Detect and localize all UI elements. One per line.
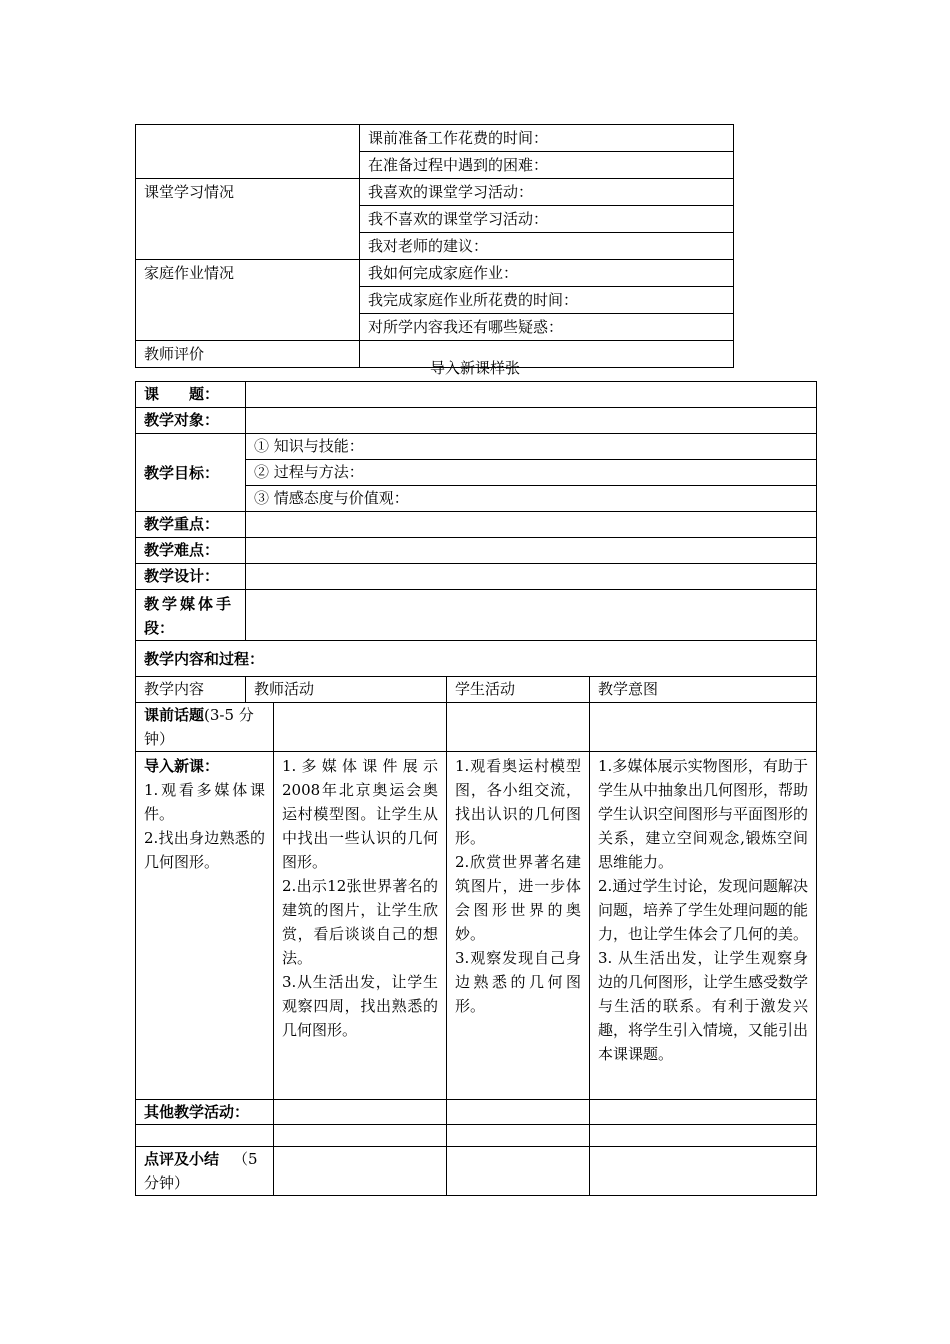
summary-line: 分钟） [144, 1174, 190, 1192]
pre-topic-cell [136, 703, 274, 752]
table-row [136, 538, 817, 564]
row-label: 课 题： [136, 382, 246, 408]
column-header: 教学内容 [136, 677, 246, 703]
column-header: 学生活动 [447, 677, 590, 703]
media-label-line: 段： [144, 619, 175, 637]
table-cell: 我不喜欢的课堂学习活动： [360, 206, 734, 233]
table-cell [274, 1147, 447, 1196]
table-row [136, 434, 817, 460]
topic-value [246, 382, 817, 408]
table-cell: 课堂学习情况 [136, 179, 360, 260]
student-activity-cell [447, 752, 590, 1100]
table-cell [274, 1125, 447, 1147]
table-cell [447, 1100, 590, 1125]
intro-content-line: 1.观看多媒体课件。 [144, 781, 265, 823]
student-activity-item: 3.观察发现自己身边熟悉的几何图形。 [455, 949, 581, 1015]
pre-topic-line [144, 703, 265, 727]
section-caption: 导入新课样张 [429, 359, 520, 377]
table-cell [447, 1147, 590, 1196]
difficulties-value [246, 538, 817, 564]
row-label: 教学目标： [136, 434, 246, 512]
table-cell: 家庭作业情况 [136, 260, 360, 341]
table-cell [590, 1147, 817, 1196]
table-cell [274, 1100, 447, 1125]
intro-title: 导入新课： [144, 757, 220, 775]
goal-item: ② 过程与方法： [246, 460, 817, 486]
table-row [136, 564, 817, 590]
table-cell: 教师评价 [136, 341, 360, 368]
design-value [246, 564, 817, 590]
table-row [136, 512, 817, 538]
row-label [136, 590, 246, 641]
table-cell: 我对老师的建议： [360, 233, 734, 260]
teaching-intent-item: 1.多媒体展示实物图形，有助于学生从中抽象出几何图形，帮助学生认识空间图形与平面图形的关系，建立空间观念,锻炼空间思维能力。 [598, 757, 809, 871]
teacher-activity-item: 2.出示12张世界著名的建筑的图片，让学生欣赏，看后谈谈自己的想法。 [282, 877, 438, 967]
table-cell: 我完成家庭作业所花费的时间： [360, 287, 734, 314]
summary-title: 点评及小结 [144, 1150, 220, 1168]
table-cell: 在准备过程中遇到的困难： [360, 152, 734, 179]
table-cell: 对所学内容我还有哪些疑惑： [360, 314, 734, 341]
intro-content-line: 2.找出身边熟悉的几何图形。 [144, 829, 265, 871]
pre-topic-title: 课前话题 [144, 706, 205, 724]
table-cell [590, 1100, 817, 1125]
table-row [136, 408, 817, 434]
row-label: 教学设计： [136, 564, 246, 590]
table-row [136, 590, 817, 641]
table-cell [590, 703, 817, 752]
table-cell: 我喜欢的课堂学习活动： [360, 179, 734, 206]
media-value [246, 590, 817, 641]
lesson-plan-table [135, 381, 817, 1196]
audience-value [246, 408, 817, 434]
table-cell [447, 1125, 590, 1147]
table-row [136, 1125, 817, 1147]
intro-content-cell [136, 752, 274, 1100]
pre-topic-duration: (3-5 分 [204, 706, 254, 724]
table-row [136, 382, 817, 408]
table-cell [590, 1125, 817, 1147]
goal-item: ① 知识与技能： [246, 434, 817, 460]
table-cell: 课前准备工作花费的时间： [360, 125, 734, 152]
table-row [136, 1100, 817, 1125]
table-cell [274, 703, 447, 752]
table-row [136, 641, 817, 677]
process-label: 教学内容和过程： [136, 641, 817, 677]
summary-cell [136, 1147, 274, 1196]
feedback-table [135, 124, 734, 368]
table-row [136, 752, 817, 1100]
table-cell: 我如何完成家庭作业： [360, 260, 734, 287]
teacher-activity-item: 1.多媒体课件展示2008年北京奥运会奥运村模型图。让学生从中找出一些认识的几何图形。 [282, 757, 438, 871]
table-row [136, 260, 734, 287]
student-activity-item: 1.观看奥运村模型图，各小组交流，找出认识的几何图形。 [455, 757, 581, 847]
summary-line [144, 1147, 265, 1171]
pre-topic-line: 钟） [144, 730, 175, 748]
column-header: 教学意图 [590, 677, 817, 703]
teaching-intent-item: 2.通过学生讨论，发现问题解决问题，培养了学生处理问题的能力，也让学生体会了几何的美。 [598, 877, 809, 943]
summary-duration: （5 [233, 1150, 258, 1168]
teacher-activity-cell [274, 752, 447, 1100]
table-row [136, 179, 734, 206]
table-row [136, 125, 734, 152]
goal-item: ③ 情感态度与价值观： [246, 486, 817, 512]
table-row [136, 677, 817, 703]
row-label: 教学对象： [136, 408, 246, 434]
table-cell [136, 125, 360, 179]
student-activity-item: 2.欣赏世界著名建筑图片，进一步体会图形世界的奥妙。 [455, 853, 581, 943]
table-cell [447, 703, 590, 752]
media-label-line: 教学媒体手 [144, 595, 235, 613]
other-activities-label: 其他教学活动： [136, 1100, 274, 1125]
table-cell [136, 1125, 274, 1147]
table-row [136, 1147, 817, 1196]
teacher-activity-item: 3.从生活出发，让学生观察四周，找出熟悉的几何图形。 [282, 973, 438, 1039]
teaching-intent-cell [590, 752, 817, 1100]
row-label: 教学重点： [136, 512, 246, 538]
column-header: 教师活动 [246, 677, 447, 703]
teaching-intent-item: 3. 从生活出发，让学生观察身边的几何图形，让学生感受数学与生活的联系。有利于激发兴趣，将学生引入情境，又能引出本课课题。 [598, 949, 809, 1063]
key-points-value [246, 512, 817, 538]
table-row [136, 703, 817, 752]
row-label: 教学难点： [136, 538, 246, 564]
